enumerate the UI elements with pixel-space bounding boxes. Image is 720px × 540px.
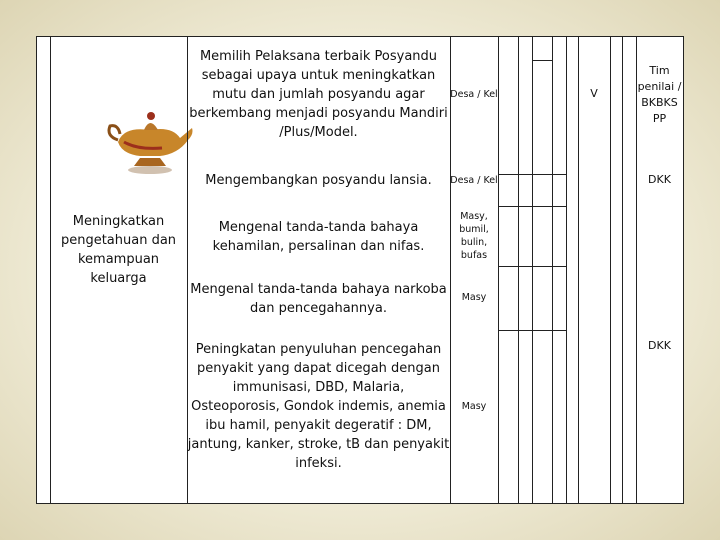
activity-4: Mengenal tanda-tanda bahaya narkoba dan pencegahannya. <box>190 282 447 316</box>
activity-3: Mengenal tanda-tanda bahaya kehamilan, persalinan dan nifas. <box>212 220 425 254</box>
target-1: Desa / Kel <box>450 88 498 100</box>
table-frame <box>36 36 684 504</box>
target-2: Desa / Kel <box>450 174 498 186</box>
mark-1: V <box>590 87 598 100</box>
responsible-5: DKK <box>648 339 671 352</box>
activity-5: Peningkatan penyuluhan pencegahan penyakit yang dapat dicegah dengan immunisasi, DBD, Malaria, Osteoporosis, Gondok indemis, anemia ibu hamil, penyakit degeratif : DM, jantung, kanker, stroke, tB dan penyakit infeksi. <box>187 341 450 471</box>
activity-2: Mengembangkan posyandu lansia. <box>205 172 432 188</box>
program-label: Meningkatkan pengetahuan dan kemampuan keluarga <box>60 214 177 286</box>
responsible-1: Tim penilai / BKBKS PP <box>637 64 682 125</box>
target-5: Masy <box>461 400 487 412</box>
activity-1: Memilih Pelaksana terbaik Posyandu sebagai upaya untuk meningkatkan mutu dan jumlah posyandu agar berkembang menjadi posyandu Mandiri /Plus/Model. <box>189 48 448 140</box>
target-3: Masy, bumil, bulin, bufas <box>459 211 489 261</box>
target-4: Masy <box>461 291 487 303</box>
magic-lamp-icon <box>104 92 196 176</box>
responsible-2: DKK <box>648 173 671 186</box>
